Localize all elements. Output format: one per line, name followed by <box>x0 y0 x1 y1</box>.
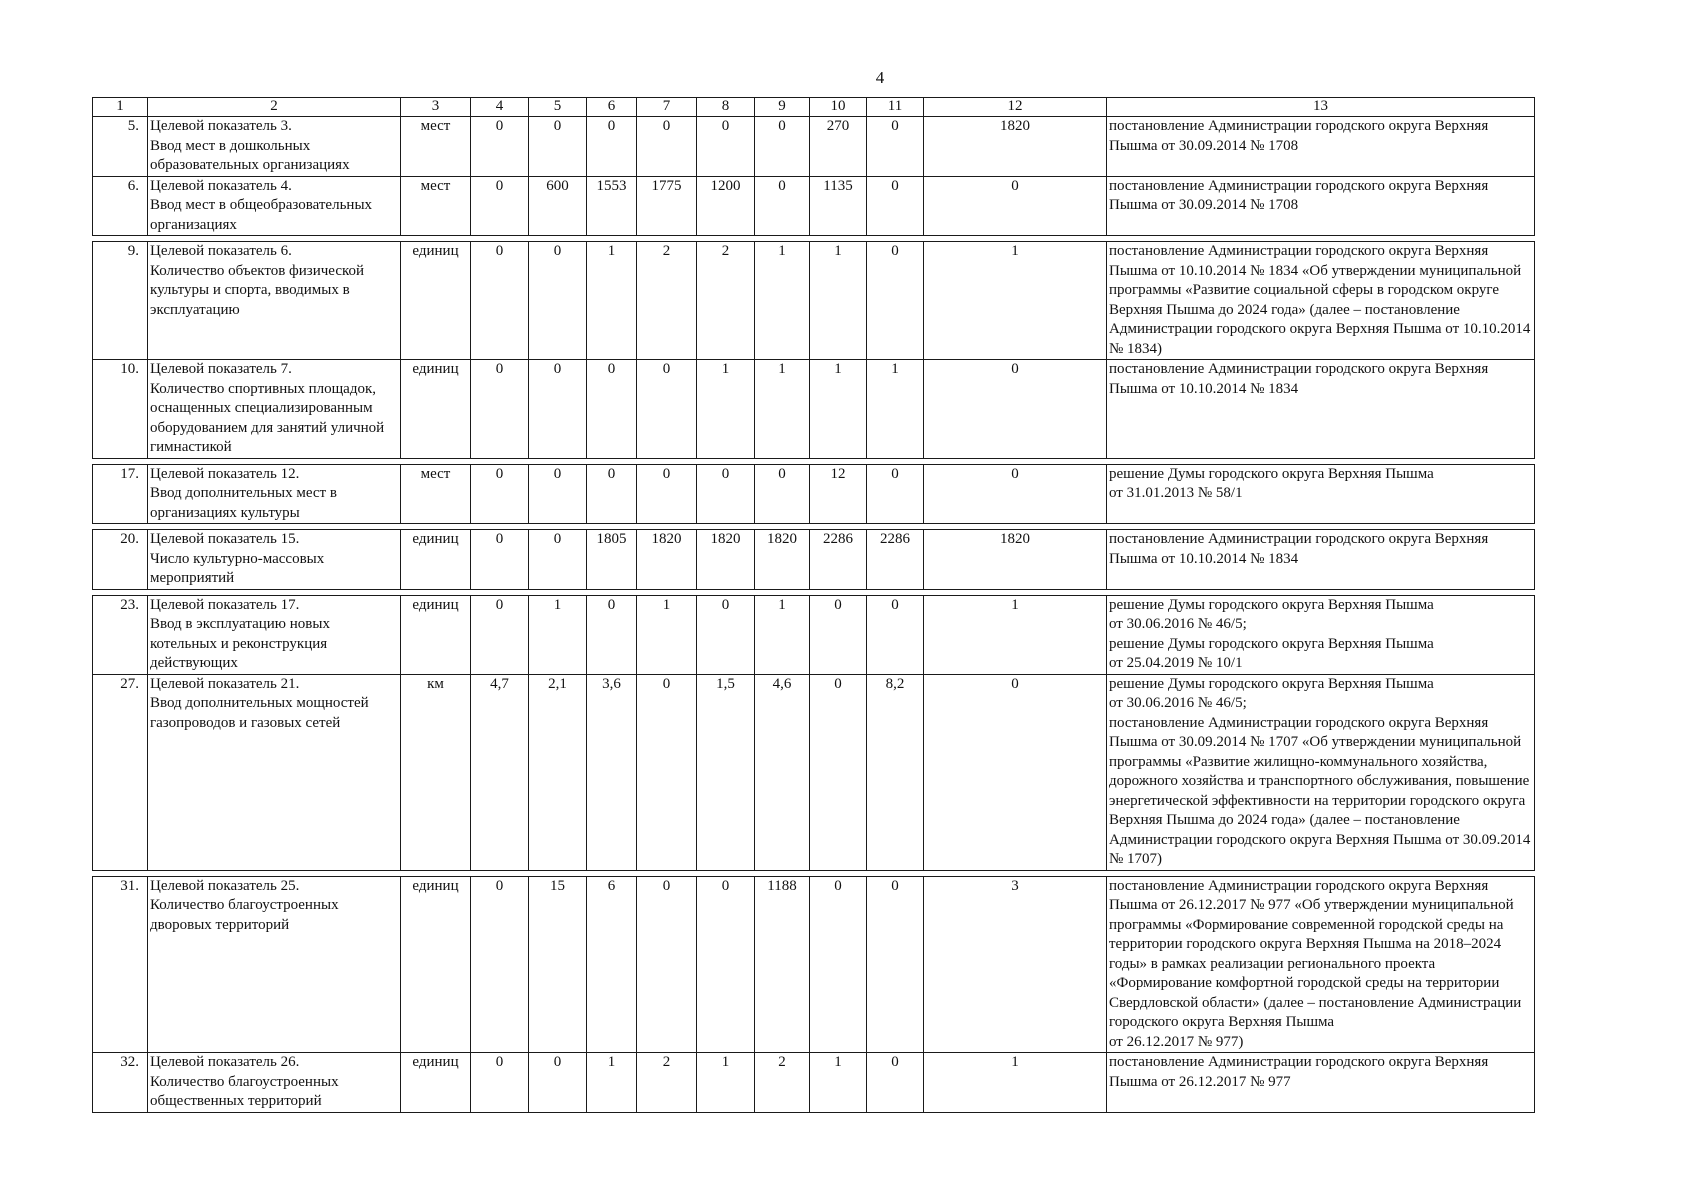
total-cell: 1 <box>924 595 1107 674</box>
value-cell: 8,2 <box>867 674 924 870</box>
value-cell: 0 <box>471 360 529 459</box>
source-cell: решение Думы городского округа Верхняя Пышма от 31.01.2013 № 58/1 <box>1107 464 1535 524</box>
value-cell: 1553 <box>587 176 637 236</box>
value-cell: 1135 <box>810 176 867 236</box>
total-cell: 3 <box>924 876 1107 1053</box>
value-cell: 0 <box>697 464 755 524</box>
value-cell: 0 <box>755 176 810 236</box>
unit-cell: единиц <box>401 242 471 360</box>
indicator-cell: Целевой показатель 7. Количество спортивных площадок, оснащенных специализированным оборудованием для занятий уличной гимнастикой <box>148 360 401 459</box>
unit-cell: единиц <box>401 1053 471 1113</box>
value-cell: 0 <box>867 117 924 177</box>
value-cell: 1 <box>529 595 587 674</box>
value-cell: 0 <box>587 360 637 459</box>
value-cell: 0 <box>697 117 755 177</box>
header-cell: 11 <box>867 98 924 117</box>
value-cell: 0 <box>587 464 637 524</box>
indicator-cell: Целевой показатель 12. Ввод дополнительных мест в организациях культуры <box>148 464 401 524</box>
table-row <box>93 360 1535 459</box>
indicator-cell: Целевой показатель 4. Ввод мест в общеобразовательных организациях <box>148 176 401 236</box>
total-cell: 0 <box>924 360 1107 459</box>
value-cell: 4,7 <box>471 674 529 870</box>
value-cell: 0 <box>867 242 924 360</box>
header-cell: 3 <box>401 98 471 117</box>
header-cell: 10 <box>810 98 867 117</box>
value-cell: 0 <box>471 242 529 360</box>
header-cell: 13 <box>1107 98 1535 117</box>
value-cell: 0 <box>471 176 529 236</box>
value-cell: 2 <box>755 1053 810 1113</box>
total-cell: 1820 <box>924 530 1107 590</box>
indicator-cell: Целевой показатель 6. Количество объектов физической культуры и спорта, вводимых в эксплуатацию <box>148 242 401 360</box>
table-row <box>93 595 1535 674</box>
value-cell: 1805 <box>587 530 637 590</box>
value-cell: 0 <box>529 360 587 459</box>
source-cell: постановление Администрации городского округа Верхняя Пышма от 10.10.2014 № 1834 <box>1107 360 1535 459</box>
row-number-cell: 9. <box>93 242 148 360</box>
table-row <box>93 176 1535 236</box>
row-number-cell: 23. <box>93 595 148 674</box>
value-cell: 0 <box>529 117 587 177</box>
header-cell: 1 <box>93 98 148 117</box>
value-cell: 0 <box>529 242 587 360</box>
value-cell: 0 <box>867 176 924 236</box>
value-cell: 0 <box>471 1053 529 1113</box>
total-cell: 1820 <box>924 117 1107 177</box>
header-cell: 5 <box>529 98 587 117</box>
value-cell: 0 <box>529 530 587 590</box>
source-cell: постановление Администрации городского округа Верхняя Пышма от 26.12.2017 № 977 <box>1107 1053 1535 1113</box>
total-cell: 0 <box>924 176 1107 236</box>
source-cell: постановление Администрации городского округа Верхняя Пышма от 10.10.2014 № 1834 «Об утверждении муниципальной программы «Развитие социальной сферы в городском округе Верхняя Пышма до 2024 года» (далее – постановление Администрации городского округа Верхняя Пышма от 10.10.2014 № 1834) <box>1107 242 1535 360</box>
value-cell: 0 <box>529 1053 587 1113</box>
value-cell: 1 <box>810 1053 867 1113</box>
value-cell: 1820 <box>637 530 697 590</box>
indicator-cell: Целевой показатель 26. Количество благоустроенных общественных территорий <box>148 1053 401 1113</box>
value-cell: 1820 <box>697 530 755 590</box>
indicator-cell: Целевой показатель 21. Ввод дополнительных мощностей газопроводов и газовых сетей <box>148 674 401 870</box>
value-cell: 0 <box>867 595 924 674</box>
value-cell: 0 <box>529 464 587 524</box>
value-cell: 4,6 <box>755 674 810 870</box>
value-cell: 0 <box>587 117 637 177</box>
unit-cell: мест <box>401 117 471 177</box>
row-number-cell: 31. <box>93 876 148 1053</box>
value-cell: 0 <box>867 1053 924 1113</box>
total-cell: 0 <box>924 674 1107 870</box>
header-cell: 2 <box>148 98 401 117</box>
unit-cell: мест <box>401 464 471 524</box>
value-cell: 0 <box>810 876 867 1053</box>
value-cell: 0 <box>755 464 810 524</box>
value-cell: 1 <box>755 242 810 360</box>
value-cell: 1 <box>755 595 810 674</box>
value-cell: 0 <box>697 876 755 1053</box>
row-number-cell: 10. <box>93 360 148 459</box>
value-cell: 1 <box>755 360 810 459</box>
page-number: 4 <box>875 68 885 87</box>
table-row <box>93 464 1535 524</box>
row-number-cell: 5. <box>93 117 148 177</box>
value-cell: 270 <box>810 117 867 177</box>
value-cell: 1188 <box>755 876 810 1053</box>
value-cell: 0 <box>471 595 529 674</box>
indicators-table <box>92 97 1535 1113</box>
row-number-cell: 17. <box>93 464 148 524</box>
unit-cell: мест <box>401 176 471 236</box>
source-cell: решение Думы городского округа Верхняя Пышма от 30.06.2016 № 46/5; решение Думы городского округа Верхняя Пышма от 25.04.2019 № 10/1 <box>1107 595 1535 674</box>
indicator-cell: Целевой показатель 25. Количество благоустроенных дворовых территорий <box>148 876 401 1053</box>
value-cell: 0 <box>637 876 697 1053</box>
header-row <box>93 98 1535 117</box>
row-number-cell: 27. <box>93 674 148 870</box>
indicator-cell: Целевой показатель 15. Число культурно-массовых мероприятий <box>148 530 401 590</box>
value-cell: 3,6 <box>587 674 637 870</box>
table-row <box>93 1053 1535 1113</box>
row-number-cell: 6. <box>93 176 148 236</box>
indicator-cell: Целевой показатель 17. Ввод в эксплуатацию новых котельных и реконструкция действующих <box>148 595 401 674</box>
total-cell: 1 <box>924 242 1107 360</box>
value-cell: 1 <box>587 242 637 360</box>
value-cell: 0 <box>637 117 697 177</box>
value-cell: 600 <box>529 176 587 236</box>
value-cell: 0 <box>637 464 697 524</box>
value-cell: 6 <box>587 876 637 1053</box>
value-cell: 1775 <box>637 176 697 236</box>
header-cell: 7 <box>637 98 697 117</box>
value-cell: 15 <box>529 876 587 1053</box>
value-cell: 1200 <box>697 176 755 236</box>
value-cell: 2286 <box>810 530 867 590</box>
source-cell: решение Думы городского округа Верхняя Пышма от 30.06.2016 № 46/5; постановление Администрации городского округа Верхняя Пышма от 30.09.2014 № 1707 «Об утверждении муниципальной программы «Развитие жилищно-коммунального хозяйства, дорожного хозяйства и транспортного обслуживания, повышение энергетической эффективности на территории городского округа Верхняя Пышма до 2024 года» (далее – постановление Администрации городского округа Верхняя Пышма от 30.09.2014 № 1707) <box>1107 674 1535 870</box>
value-cell: 1 <box>637 595 697 674</box>
header-cell: 4 <box>471 98 529 117</box>
unit-cell: км <box>401 674 471 870</box>
value-cell: 0 <box>755 117 810 177</box>
value-cell: 0 <box>810 595 867 674</box>
header-cell: 6 <box>587 98 637 117</box>
value-cell: 0 <box>471 876 529 1053</box>
value-cell: 1,5 <box>697 674 755 870</box>
value-cell: 2286 <box>867 530 924 590</box>
unit-cell: единиц <box>401 360 471 459</box>
value-cell: 0 <box>471 117 529 177</box>
value-cell: 0 <box>471 530 529 590</box>
table-row <box>93 242 1535 360</box>
unit-cell: единиц <box>401 595 471 674</box>
source-cell: постановление Администрации городского округа Верхняя Пышма от 30.09.2014 № 1708 <box>1107 117 1535 177</box>
value-cell: 12 <box>810 464 867 524</box>
total-cell: 0 <box>924 464 1107 524</box>
value-cell: 0 <box>867 876 924 1053</box>
table-row <box>93 530 1535 590</box>
value-cell: 0 <box>810 674 867 870</box>
value-cell: 1 <box>810 242 867 360</box>
value-cell: 2,1 <box>529 674 587 870</box>
value-cell: 1820 <box>755 530 810 590</box>
indicator-cell: Целевой показатель 3. Ввод мест в дошкольных образовательных организациях <box>148 117 401 177</box>
header-cell: 9 <box>755 98 810 117</box>
value-cell: 0 <box>587 595 637 674</box>
source-cell: постановление Администрации городского округа Верхняя Пышма от 30.09.2014 № 1708 <box>1107 176 1535 236</box>
source-cell: постановление Администрации городского округа Верхняя Пышма от 26.12.2017 № 977 «Об утверждении муниципальной программы «Формирование современной городской среды на территории городского округа Верхняя Пышма на 2018–2024 годы» в рамках реализации регионального проекта «Формирование комфортной городской среды на территории Свердловской области» (далее – постановление Администрации городского округа Верхняя Пышма от 26.12.2017 № 977) <box>1107 876 1535 1053</box>
table-row <box>93 876 1535 1053</box>
value-cell: 2 <box>697 242 755 360</box>
value-cell: 1 <box>697 1053 755 1113</box>
value-cell: 1 <box>587 1053 637 1113</box>
value-cell: 0 <box>637 674 697 870</box>
unit-cell: единиц <box>401 530 471 590</box>
value-cell: 2 <box>637 1053 697 1113</box>
table-row <box>93 674 1535 870</box>
row-number-cell: 20. <box>93 530 148 590</box>
total-cell: 1 <box>924 1053 1107 1113</box>
value-cell: 1 <box>867 360 924 459</box>
value-cell: 0 <box>471 464 529 524</box>
value-cell: 0 <box>697 595 755 674</box>
row-number-cell: 32. <box>93 1053 148 1113</box>
source-cell: постановление Администрации городского округа Верхняя Пышма от 10.10.2014 № 1834 <box>1107 530 1535 590</box>
unit-cell: единиц <box>401 876 471 1053</box>
header-cell: 8 <box>697 98 755 117</box>
value-cell: 1 <box>697 360 755 459</box>
header-cell: 12 <box>924 98 1107 117</box>
value-cell: 0 <box>867 464 924 524</box>
value-cell: 1 <box>810 360 867 459</box>
value-cell: 2 <box>637 242 697 360</box>
table-row <box>93 117 1535 177</box>
value-cell: 0 <box>637 360 697 459</box>
